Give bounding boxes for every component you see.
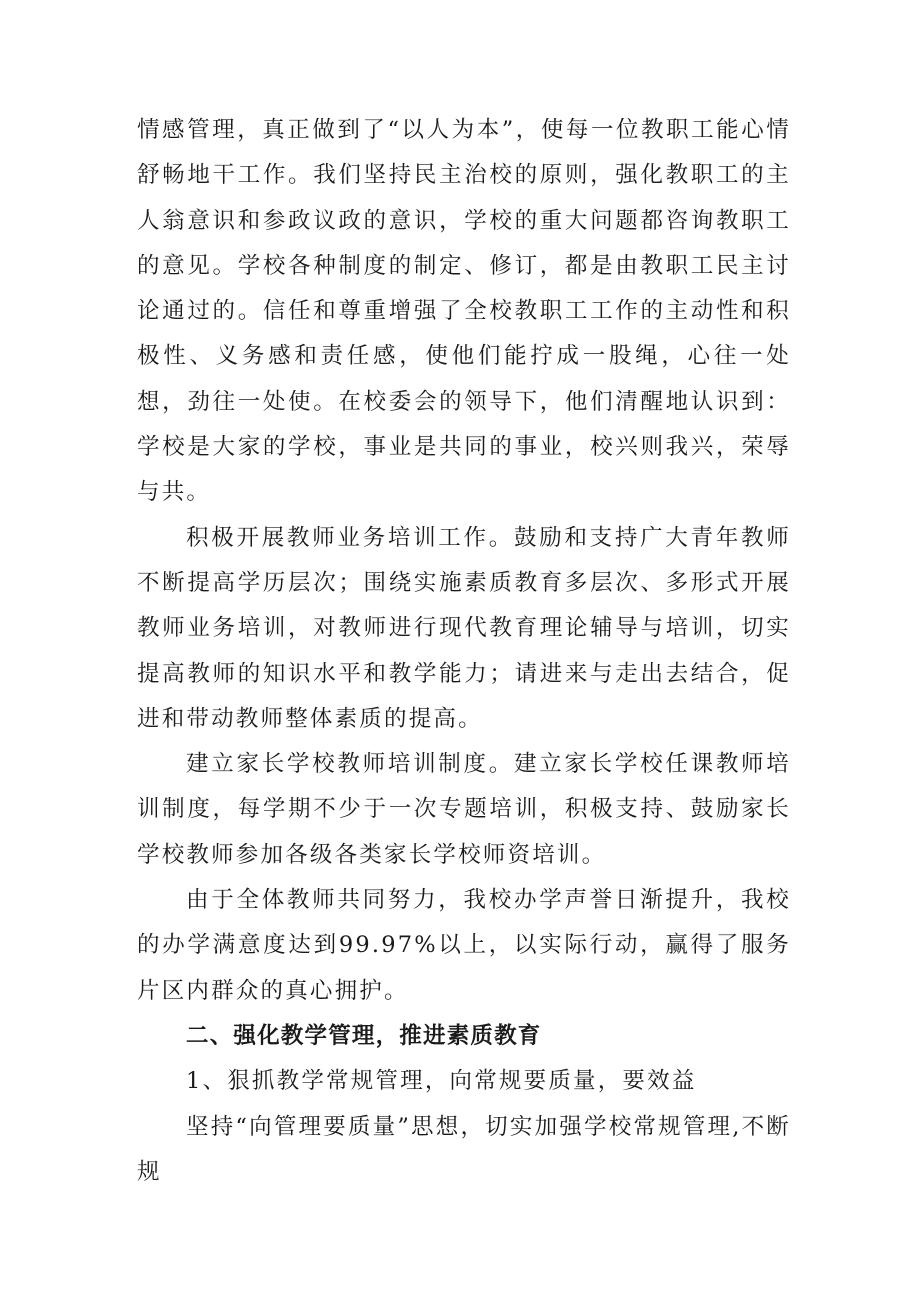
paragraph-emotional-management: 情感管理，真正做到了“以人为本”，使每一位教职工能心情舒畅地干工作。我们坚持民主治校的原则，强化教职工的主人翁意识和参政议政的意识，学校的重大问题都咨询教职工的意见。学校各种制度的制定、修订，都是由教职工民主讨论通过的。信任和尊重增强了全校教职工工作的主动性和积极性、义务感和责任感，使他们能拧成一股绳，心往一处想，劲往一处使。在校委会的领导下，他们清醒地认识到：学校是大家的学校，事业是共同的事业，校兴则我兴，荣辱与共。 — [137, 117, 791, 506]
paragraph-teacher-training: 积极开展教师业务培训工作。鼓励和支持广大青年教师不断提高学历层次；围绕实施素质教育多层次、多形式开展教师业务培训，对教师进行现代教育理论辅导与培训，切实提高教师的知识水平和教学能力；请进来与走出去结合，促进和带动教师整体素质的提高。 — [137, 524, 791, 732]
document-body — [137, 108, 791, 1195]
paragraph-satisfaction: 由于全体教师共同努力，我校办学声誉日渐提升，我校的办学满意度达到99.97%以上，以实际行动，赢得了服务片区内群众的真心拥护。 — [137, 887, 791, 1004]
subsection-heading: 1、狠抓教学常规管理，向常规要质量，要效益 — [186, 1068, 697, 1095]
paragraph-parent-school-training: 建立家长学校教师培训制度。建立家长学校任课教师培训制度，每学期不少于一次专题培训，积极支持、鼓励家长学校教师参加各级各类家长学校师资培训。 — [137, 751, 791, 868]
paragraph-management-quality: 坚持“向管理要质量”思想，切实加强学校常规管理,不断规 — [137, 1113, 791, 1185]
section-heading: 二、强化教学管理，推进素质教育 — [186, 1022, 542, 1049]
